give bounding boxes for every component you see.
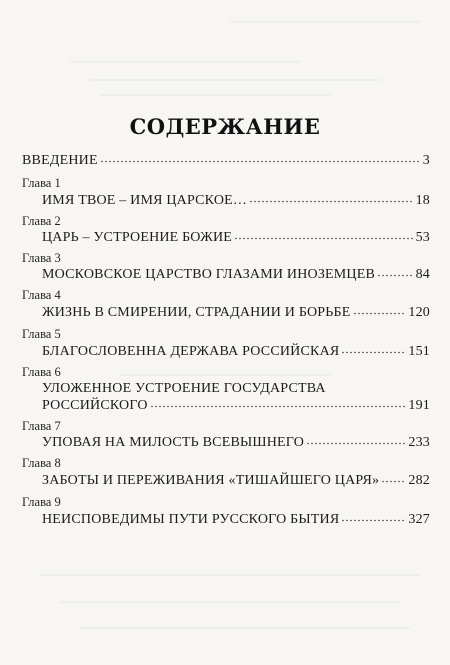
chapter-label: Глава 2 xyxy=(22,214,61,228)
toc-entry-title: БЛАГОСЛОВЕННА ДЕРЖАВА РОССИЙСКАЯ xyxy=(42,344,340,359)
toc-entry-title: ЗАБОТЫ И ПЕРЕЖИВАНИЯ «ТИШАЙШЕГО ЦАРЯ» xyxy=(42,473,380,488)
toc-entry-title: МОСКОВСКОЕ ЦАРСТВО ГЛАЗАМИ ИНОЗЕМЦЕВ xyxy=(42,267,376,282)
toc-page-number: 53 xyxy=(415,230,430,245)
toc-entry-chapter-8[interactable] xyxy=(42,473,430,489)
toc-entry-title: УПОВАЯ НА МИЛОСТЬ ВСЕВЫШНЕГО xyxy=(42,435,305,450)
dot-leader xyxy=(234,237,414,240)
chapter-label: Глава 9 xyxy=(22,495,61,509)
toc-entry-title: ЦАРЬ – УСТРОЕНИЕ БОЖИЕ xyxy=(42,230,233,245)
toc-entry-chapter-9[interactable] xyxy=(42,512,430,528)
toc-page-number: 3 xyxy=(422,153,430,168)
dot-leader xyxy=(381,480,406,483)
toc-entry-chapter-2[interactable] xyxy=(42,230,430,246)
toc-entry-chapter-6[interactable] xyxy=(42,398,430,414)
dot-leader xyxy=(306,442,406,445)
toc-entry-chapter-5[interactable] xyxy=(42,344,430,360)
toc-page-number: 233 xyxy=(408,435,430,450)
chapter-label: Глава 1 xyxy=(22,176,61,190)
chapter-label: Глава 6 xyxy=(22,365,61,379)
toc-entry-title: ЖИЗНЬ В СМИРЕНИИ, СТРАДАНИИ И БОРЬБЕ xyxy=(42,305,351,320)
dot-leader xyxy=(150,405,407,408)
dot-leader xyxy=(341,351,406,354)
toc-entry-chapter-1[interactable] xyxy=(42,193,430,209)
toc-page-number: 18 xyxy=(415,193,430,208)
toc-page-number: 282 xyxy=(408,473,430,488)
toc-entry-title: РОССИЙСКОГО xyxy=(42,398,148,413)
chapter-label: Глава 5 xyxy=(22,327,61,341)
toc-entry-chapter-3[interactable] xyxy=(42,267,430,283)
toc-page-number: 120 xyxy=(408,305,430,320)
toc-page-number: 151 xyxy=(408,344,430,359)
dot-leader xyxy=(341,519,406,522)
dot-leader xyxy=(100,160,421,163)
toc-entry-title: ИМЯ ТВОЕ – ИМЯ ЦАРСКОЕ… xyxy=(42,193,248,208)
toc-page-number: 327 xyxy=(408,512,430,527)
toc-entry-intro[interactable] xyxy=(22,153,430,169)
toc-entry-chapter-7[interactable] xyxy=(42,435,430,451)
dot-leader xyxy=(377,274,414,277)
chapter-label: Глава 4 xyxy=(22,288,61,302)
toc-entry-title: НЕИСПОВЕДИМЫ ПУТИ РУССКОГО БЫТИЯ xyxy=(42,512,340,527)
chapter-label: Глава 8 xyxy=(22,456,61,470)
toc-entry-title: ВВЕДЕНИЕ xyxy=(22,153,98,168)
dot-leader xyxy=(353,312,407,315)
toc-entry-title-line1: УЛОЖЕННОЕ УСТРОЕНИЕ ГОСУДАРСТВА xyxy=(42,381,326,396)
page-title: СОДЕРЖАНИЕ xyxy=(129,114,321,139)
chapter-label: Глава 3 xyxy=(22,251,61,265)
toc-page-number: 84 xyxy=(415,267,430,282)
chapter-label: Глава 7 xyxy=(22,419,61,433)
toc-entry-chapter-4[interactable] xyxy=(42,305,430,321)
toc-page-number: 191 xyxy=(408,398,430,413)
dot-leader xyxy=(249,200,413,203)
